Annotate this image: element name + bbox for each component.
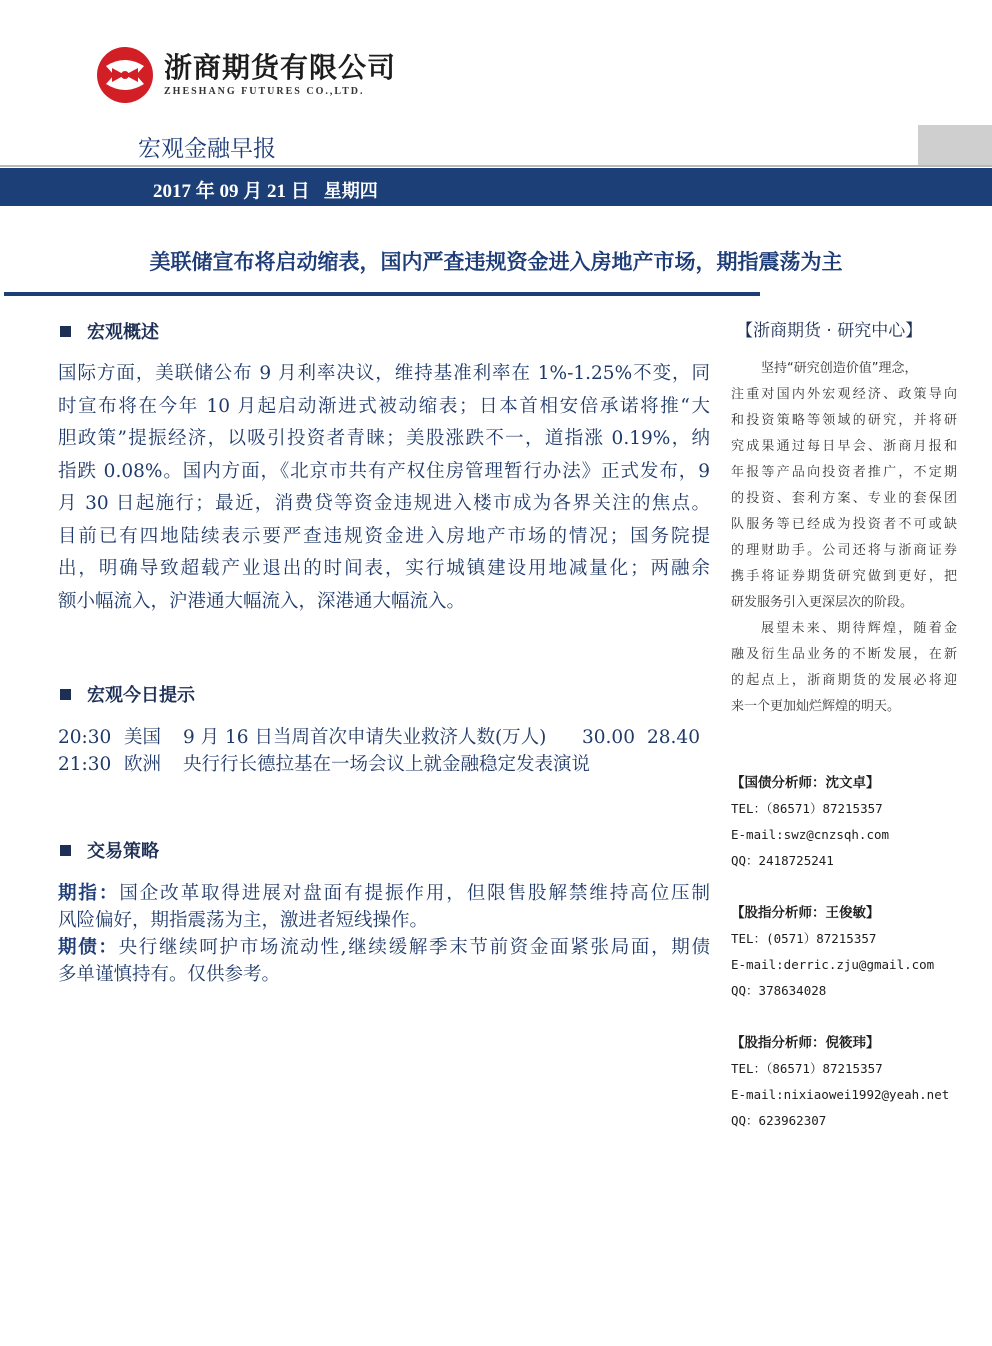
overview-paragraph bbox=[58, 358, 710, 618]
analyst-qq: QQ：378634028 bbox=[731, 983, 827, 998]
analyst-card bbox=[731, 770, 971, 874]
calendar-time: 20:30 bbox=[58, 727, 112, 748]
section-heading-overview bbox=[60, 318, 159, 344]
intro-line: 融及衍生品业务的不断发展，在新 bbox=[731, 647, 957, 662]
strategy-line: 风险偏好，期指震荡为主，激进者短线操作。 bbox=[58, 910, 429, 931]
overview-line: 出，明确导致超载产业退出的时间表，实行城镇建设用地减量化；两融余 bbox=[58, 558, 710, 579]
headline-rule bbox=[4, 292, 760, 296]
analyst-tel: TEL：（86571）87215357 bbox=[731, 1061, 883, 1076]
analyst-tel: TEL：（86571）87215357 bbox=[731, 801, 883, 816]
bullet-square-icon bbox=[60, 689, 71, 700]
intro-line: 的起点上，浙商期货的发展必将迎 bbox=[731, 673, 957, 688]
company-name-cn: 浙商期货有限公司 bbox=[164, 51, 397, 84]
calendar-previous: 30.00 bbox=[582, 727, 635, 748]
analyst-qq: QQ：2418725241 bbox=[731, 853, 834, 868]
intro-line: 展望未来、期待辉煌，随着金 bbox=[761, 621, 957, 636]
intro-line: 究成果通过每日早会、浙商月报和 bbox=[731, 439, 957, 454]
report-date bbox=[153, 176, 378, 203]
calendar-row bbox=[58, 724, 700, 751]
intro-line: 注重对国内外宏观经济、政策导向 bbox=[731, 387, 957, 402]
header-divider bbox=[0, 165, 992, 167]
calendar-event: 央行行长德拉基在一场会议上就金融稳定发表演说 bbox=[183, 754, 591, 775]
company-name-en: ZHESHANG FUTURES CO.,LTD. bbox=[164, 86, 365, 97]
analyst-card bbox=[731, 1030, 971, 1134]
bullet-square-icon bbox=[60, 845, 71, 856]
overview-line: 胆政策”提振经济，以吸引投资者青睐；美股涨跌不一，道指涨 0.19%，纳 bbox=[58, 428, 710, 449]
analyst-email: E-mail:derric.zju@gmail.com bbox=[731, 957, 935, 972]
analyst-title: 【股指分析师：王俊敏】 bbox=[731, 905, 880, 921]
intro-line: 研发服务引入更深层次的阶段。 bbox=[731, 595, 914, 610]
section-heading-label: 宏观概述 bbox=[87, 322, 159, 343]
section-heading-calendar bbox=[60, 681, 195, 707]
date-bar bbox=[0, 168, 992, 206]
report-date-value: 2017 年 09 月 21 日 bbox=[153, 181, 310, 202]
sidebar-heading: 【浙商期货 · 研究中心】 bbox=[736, 321, 923, 341]
analyst-title: 【股指分析师：倪筱玮】 bbox=[731, 1035, 880, 1051]
calendar-event: 9 月 16 日当周首次申请失业救济人数(万人) bbox=[183, 727, 547, 748]
intro-line: 来一个更加灿烂辉煌的明天。 bbox=[731, 699, 901, 714]
strategy-label: 期债： bbox=[58, 937, 119, 958]
strategy-label: 期指： bbox=[58, 883, 120, 904]
report-weekday: 星期四 bbox=[323, 181, 378, 202]
strategy-line bbox=[58, 934, 710, 961]
section-heading-label: 宏观今日提示 bbox=[87, 685, 195, 706]
overview-line: 指跌 0.08%。国内方面，《北京市共有产权住房管理暂行办法》正式发布，9 bbox=[58, 460, 710, 482]
analyst-email: E-mail:swz@cnzsqh.com bbox=[731, 827, 890, 842]
strategy-line bbox=[58, 880, 710, 907]
strategy-block bbox=[58, 880, 710, 988]
company-logo-icon bbox=[96, 46, 154, 104]
intro-line: 和投资策略等领域的研究，并将研 bbox=[731, 413, 957, 428]
calendar-table bbox=[58, 724, 700, 778]
report-title: 宏观金融早报 bbox=[138, 136, 276, 162]
strategy-text: 央行继续呵护市场流动性,继续缓解季末节前资金面紧张局面，期债 bbox=[118, 937, 710, 958]
analyst-card bbox=[731, 900, 971, 1004]
intro-line: 的理财助手。公司还将与浙商证券 bbox=[731, 543, 957, 558]
overview-line: 目前已有四地陆续表示要严查违规资金进入房地产市场的情况；国务院提 bbox=[58, 525, 710, 547]
overview-line: 国际方面，美联储公布 9 月利率决议，维持基准利率在 1%-1.25%不变，同 bbox=[58, 363, 710, 384]
analyst-email: E-mail:nixiaowei1992@yeah.net bbox=[731, 1087, 950, 1102]
calendar-forecast: 28.40 bbox=[647, 727, 700, 748]
overview-line: 时宣布将在今年 10 月起启动渐进式被动缩表；日本首相安倍承诺将推“大 bbox=[58, 395, 710, 417]
intro-line: 坚持“研究创造价值”理念， bbox=[761, 361, 918, 376]
section-heading-strategy bbox=[60, 837, 159, 863]
strategy-text: 国企改革取得进展对盘面有提振作用，但限售股解禁维持高位压制 bbox=[119, 883, 710, 904]
calendar-region: 欧洲 bbox=[124, 754, 162, 775]
header-gray-block bbox=[918, 125, 992, 165]
section-heading-label: 交易策略 bbox=[87, 841, 159, 862]
calendar-region: 美国 bbox=[124, 727, 162, 748]
strategy-line: 多单谨慎持有。仅供参考。 bbox=[58, 964, 281, 985]
analyst-title: 【国债分析师：沈文卓】 bbox=[731, 775, 880, 791]
intro-line: 携手将证券期货研究做到更好，把 bbox=[731, 569, 957, 584]
analyst-tel: TEL：(0571）87215357 bbox=[731, 931, 877, 946]
intro-line: 队服务等已经成为投资者不可或缺 bbox=[731, 517, 957, 532]
calendar-time: 21:30 bbox=[58, 754, 112, 775]
bullet-square-icon bbox=[60, 326, 71, 337]
intro-line: 年报等产品向投资者推广，不定期 bbox=[731, 465, 957, 480]
calendar-row bbox=[58, 751, 700, 778]
report-headline: 美联储宣布将启动缩表，国内严查违规资金进入房地产市场，期指震荡为主 bbox=[149, 250, 843, 274]
intro-line: 的投资、套利方案、专业的套保团 bbox=[731, 491, 957, 506]
overview-line: 月 30 日起施行；最近，消费贷等资金违规进入楼市成为各界关注的焦点。 bbox=[58, 493, 710, 514]
overview-line: 额小幅流入，沪港通大幅流入，深港通大幅流入。 bbox=[58, 590, 466, 612]
sidebar-intro bbox=[731, 356, 957, 720]
analyst-qq: QQ：623962307 bbox=[731, 1113, 827, 1128]
